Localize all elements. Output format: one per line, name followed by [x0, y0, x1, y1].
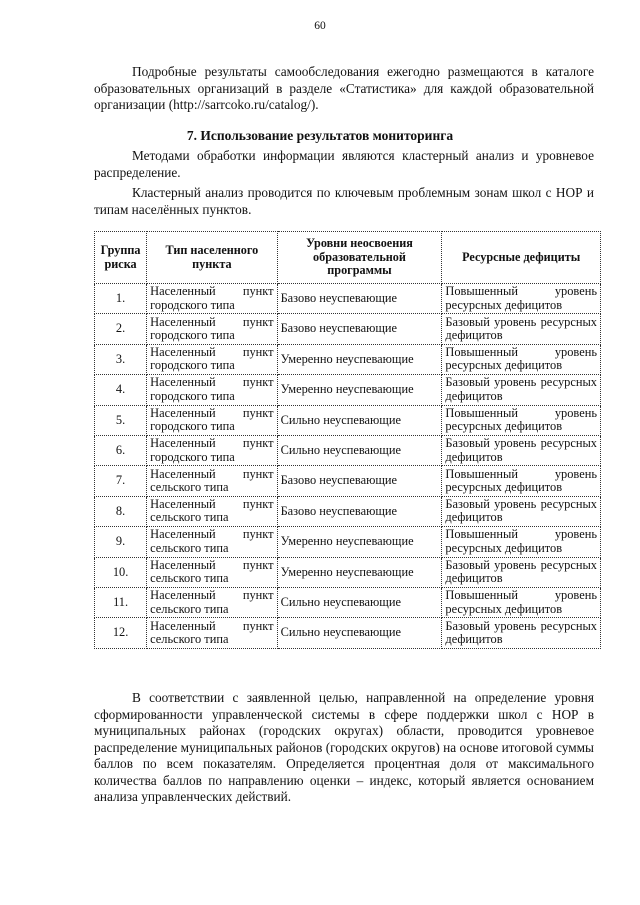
- header-settlement-type: Тип населенного пункта: [147, 232, 277, 284]
- table-row: [95, 557, 601, 587]
- page-number: 60: [314, 20, 326, 32]
- cell-program-level: Сильно неуспевающие: [277, 405, 442, 435]
- header-program-levels: Уровни неосвоения образовательной программы: [277, 232, 442, 284]
- cell-risk-group: 7.: [95, 466, 147, 496]
- table-row: [95, 344, 601, 374]
- table-row: [95, 435, 601, 465]
- table-row: [95, 466, 601, 496]
- table-row: [95, 587, 601, 617]
- cell-resource-deficit: Базовый уровень ресурсных дефицитов: [442, 557, 601, 587]
- table-header-row: [95, 232, 601, 284]
- cell-resource-deficit: Повышенный уровень ресурсных дефицитов: [442, 527, 601, 557]
- intro-paragraph: Подробные результаты самообследования ежегодно размещаются в каталоге образовательных организаций в разделе «Статистика» для каждой образовательной организации (http://sarrcoko.ru/catalog/).: [94, 64, 594, 112]
- cell-settlement-type: Населенный пункт сельского типа: [147, 496, 277, 526]
- cell-risk-group: 8.: [95, 496, 147, 526]
- cell-program-level: Сильно неуспевающие: [277, 618, 442, 648]
- cell-resource-deficit: Повышенный уровень ресурсных дефицитов: [442, 344, 601, 374]
- cell-resource-deficit: Базовый уровень ресурсных дефицитов: [442, 435, 601, 465]
- cell-program-level: Умеренно неуспевающие: [277, 375, 442, 405]
- cell-program-level: Базово неуспевающие: [277, 314, 442, 344]
- cell-settlement-type: Населенный пункт сельского типа: [147, 587, 277, 617]
- cluster-paragraph: Кластерный анализ проводится по ключевым проблемным зонам школ с НОР и типам населённых пунктов.: [94, 185, 594, 217]
- cell-risk-group: 1.: [95, 284, 147, 314]
- cell-resource-deficit: Базовый уровень ресурсных дефицитов: [442, 375, 601, 405]
- cell-program-level: Умеренно неуспевающие: [277, 557, 442, 587]
- cell-program-level: Сильно неуспевающие: [277, 587, 442, 617]
- cell-program-level: Умеренно неуспевающие: [277, 344, 442, 374]
- header-risk-group: Группа риска: [95, 232, 147, 284]
- table-body: [95, 284, 601, 649]
- cell-program-level: Сильно неуспевающие: [277, 435, 442, 465]
- cell-risk-group: 3.: [95, 344, 147, 374]
- table-row: [95, 618, 601, 648]
- cell-settlement-type: Населенный пункт городского типа: [147, 314, 277, 344]
- cell-settlement-type: Населенный пункт сельского типа: [147, 466, 277, 496]
- cell-resource-deficit: Повышенный уровень ресурсных дефицитов: [442, 587, 601, 617]
- header-resource-deficits: Ресурсные дефициты: [442, 232, 601, 284]
- cell-resource-deficit: Базовый уровень ресурсных дефицитов: [442, 618, 601, 648]
- section-heading: 7. Использование результатов мониторинга: [186, 128, 454, 143]
- cell-risk-group: 2.: [95, 314, 147, 344]
- cell-settlement-type: Населенный пункт городского типа: [147, 375, 277, 405]
- cell-settlement-type: Населенный пункт городского типа: [147, 405, 277, 435]
- table-row: [95, 314, 601, 344]
- cell-resource-deficit: Базовый уровень ресурсных дефицитов: [442, 314, 601, 344]
- cell-risk-group: 6.: [95, 435, 147, 465]
- cell-program-level: Базово неуспевающие: [277, 496, 442, 526]
- cell-program-level: Базово неуспевающие: [277, 466, 442, 496]
- table-row: [95, 375, 601, 405]
- cell-program-level: Базово неуспевающие: [277, 284, 442, 314]
- conclusion-paragraph: В соответствии с заявленной целью, направленной на определение уровня сформированности управленческой системы в сфере поддержки школ с НОР в муниципальных районах (городских округах) области, проводится уровневое распределение муниципальных районов (городских округов) на основе итоговой суммы баллов по всем показателям. Определяется процентная доля от максимального количества баллов по направлению оценки – индекс, который является основанием анализа управленческих действий.: [94, 690, 594, 804]
- risk-groups-table: [94, 231, 601, 649]
- cell-program-level: Умеренно неуспевающие: [277, 527, 442, 557]
- cell-settlement-type: Населенный пункт сельского типа: [147, 618, 277, 648]
- table-row: [95, 284, 601, 314]
- cell-resource-deficit: Повышенный уровень ресурсных дефицитов: [442, 405, 601, 435]
- cell-risk-group: 4.: [95, 375, 147, 405]
- cell-resource-deficit: Базовый уровень ресурсных дефицитов: [442, 496, 601, 526]
- cell-settlement-type: Населенный пункт городского типа: [147, 435, 277, 465]
- cell-settlement-type: Населенный пункт городского типа: [147, 344, 277, 374]
- cell-risk-group: 11.: [95, 587, 147, 617]
- cell-resource-deficit: Повышенный уровень ресурсных дефицитов: [442, 284, 601, 314]
- cell-settlement-type: Населенный пункт сельского типа: [147, 527, 277, 557]
- cell-settlement-type: Населенный пункт городского типа: [147, 284, 277, 314]
- methods-paragraph: Методами обработки информации являются кластерный анализ и уровневое распределение.: [94, 148, 594, 180]
- table-row: [95, 405, 601, 435]
- table-row: [95, 496, 601, 526]
- cell-risk-group: 9.: [95, 527, 147, 557]
- table-row: [95, 527, 601, 557]
- cell-resource-deficit: Повышенный уровень ресурсных дефицитов: [442, 466, 601, 496]
- cell-risk-group: 5.: [95, 405, 147, 435]
- cell-risk-group: 12.: [95, 618, 147, 648]
- cell-risk-group: 10.: [95, 557, 147, 587]
- cell-settlement-type: Населенный пункт сельского типа: [147, 557, 277, 587]
